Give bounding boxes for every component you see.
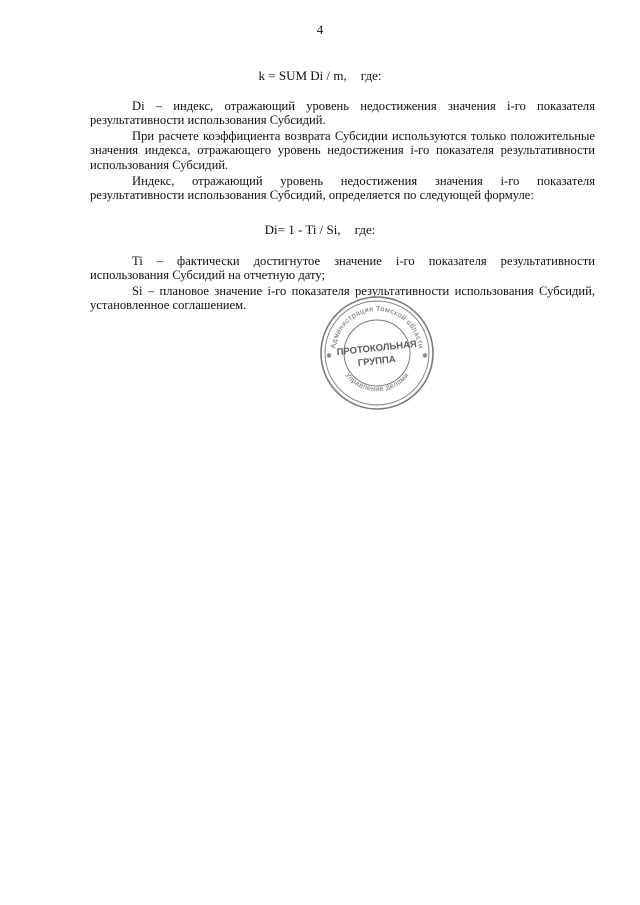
formula-di [0, 222, 640, 238]
stamp-star-left-icon: ✱ [326, 352, 332, 360]
svg-text:Управление делами [343, 371, 410, 394]
formula-k-expression: k = SUM Di / m, [258, 68, 347, 83]
formula-di-where: где: [354, 222, 376, 237]
stamp-center-line1: ПРОТОКОЛЬНАЯ [336, 338, 418, 359]
formula-k [0, 68, 640, 84]
paragraph-index-formula-intro: Индекс, отражающий уровень недостижения значения i-го показателя результативности использования Субсидий, определяется по следующей формуле: [90, 174, 595, 203]
paragraph-si-definition: Si – плановое значение i-го показателя результативности использования Субсидий, установленное соглашением. [90, 284, 595, 313]
stamp-top-text: Администрация Томской области [328, 303, 426, 350]
stamp-bottom-text: Управление делами [343, 370, 411, 394]
paragraph-ti-definition: Ti – фактически достигнутое значение i-го показателя результативности использования Субсидий на отчетную дату; [90, 254, 595, 283]
stamp-center-line2: ГРУППА [357, 354, 397, 369]
protocol-group-stamp [318, 294, 436, 412]
formula-k-where: где: [360, 68, 382, 83]
stamp-star-right-icon: ✱ [422, 352, 428, 360]
paragraph-di-definition: Di – индекс, отражающий уровень недостижения значения i-го показателя результативности использования Субсидий. [90, 99, 595, 128]
formula-di-expression: Di= 1 - Ti / Si, [264, 222, 341, 237]
paragraph-positive-values: При расчете коэффициента возврата Субсидии используются только положительные значения индекса, отражающего уровень недостижения i-го показателя результативности использования Субсидий. [90, 129, 595, 172]
page-number: 4 [316, 22, 324, 37]
